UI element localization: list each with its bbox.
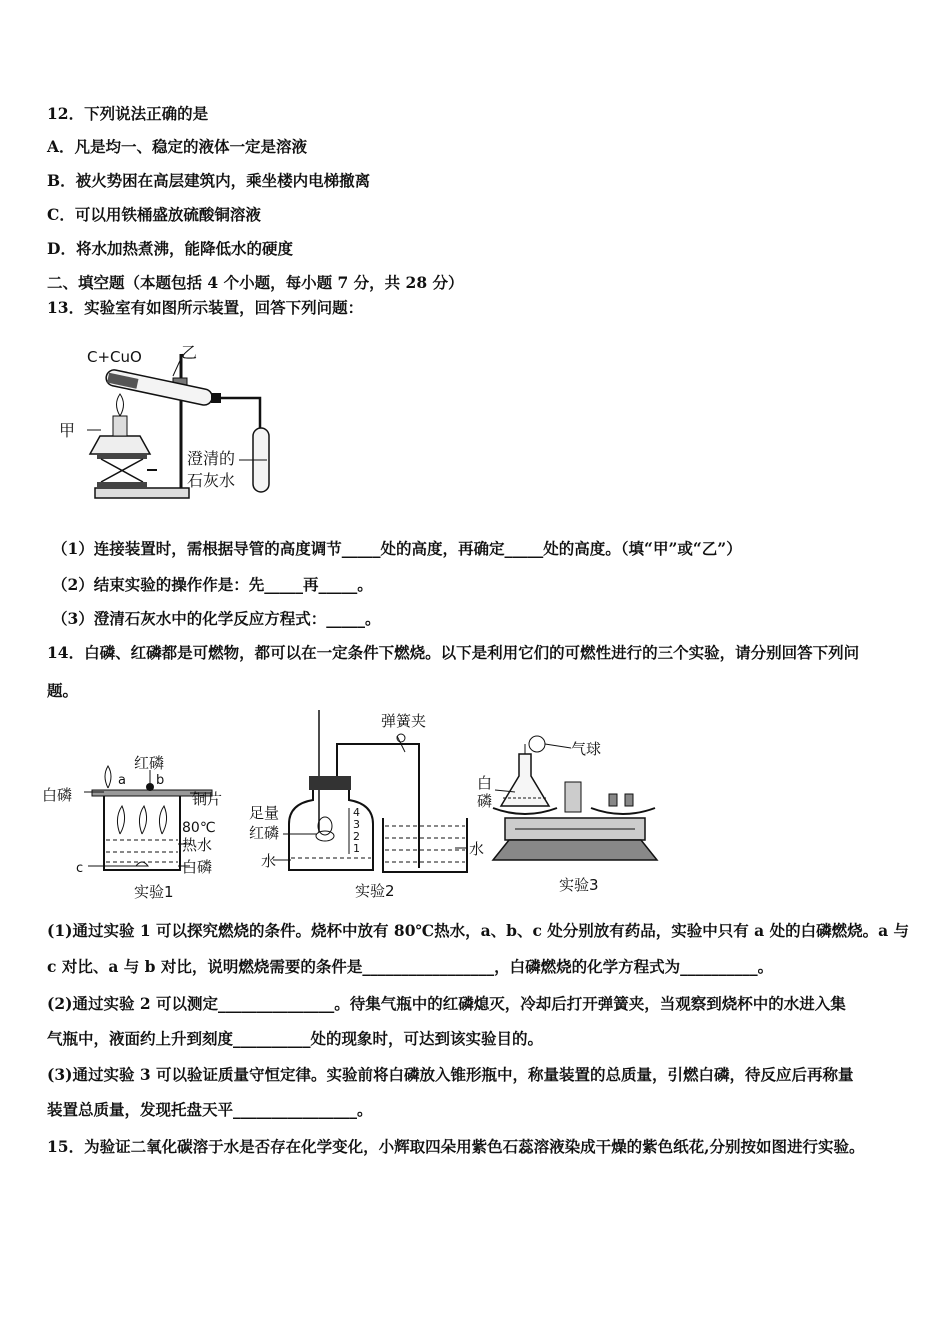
limewater-label-2: 石灰水	[187, 471, 236, 490]
jia-label: 甲	[59, 421, 76, 440]
q12-stem: 12．下列说法正确的是	[47, 104, 209, 123]
scale-mark-2: 2	[353, 830, 360, 843]
q14-stem-line1: 14．白磷、红磷都是可燃物，都可以在一定条件下燃烧。以下是利用它们的可燃性进行的三个实验，请分别回答下列问	[47, 643, 860, 662]
red-phosphorus-label: 红磷	[249, 824, 280, 842]
copper-label: 铜片	[192, 790, 223, 808]
point-c: c	[76, 861, 84, 876]
experiment1-figure	[42, 748, 247, 903]
yi-label: 乙	[181, 343, 198, 362]
q13-part1: （1）连接装置时，需根据导管的高度调节_____处的高度，再确定_____处的高度。（填“甲”或“乙”）	[52, 539, 742, 558]
q14-part3-line2: 装置总质量，发现托盘天平________________。	[47, 1100, 373, 1119]
enough-label: 足量	[249, 804, 280, 822]
q14-part1-line1: (1)通过实验 1 可以探究燃烧的条件。烧杯中放有 80℃热水，a、b、c 处分别放有药品，实验中只有 a 处的白磷燃烧。a 与	[47, 921, 910, 940]
experiment2-caption: 实验2	[355, 882, 395, 900]
point-a: a	[118, 773, 126, 788]
phosphorus-label: 磷	[477, 792, 493, 810]
q14-part3-line1: (3)通过实验 3 可以验证质量守恒定律。实验前将白磷放入锥形瓶中，称量装置的总质量，引燃白磷，待反应后再称量	[47, 1065, 854, 1084]
limewater-label-1: 澄清的	[187, 449, 236, 468]
q12-option-b: B．被火势困在高层建筑内，乘坐楼内电梯撤离	[47, 171, 371, 190]
q14-part2-line2: 气瓶中，液面约上升到刻度__________处的现象时，可达到该实验目的。	[47, 1029, 544, 1048]
reagent-label: C+CuO	[87, 348, 142, 366]
experiment3-caption: 实验3	[559, 876, 599, 894]
water-label-right: 水	[469, 840, 485, 858]
white-label: 白	[477, 774, 493, 792]
section-heading: 二、填空题（本题包括 4 个小题，每小题 7 分，共 28 分）	[47, 273, 464, 292]
q12-option-c: C．可以用铁桶盛放硫酸铜溶液	[47, 205, 261, 224]
balloon-label: 气球	[571, 740, 602, 758]
experiment3-figure	[475, 730, 675, 900]
q13-apparatus-figure	[55, 336, 285, 508]
scale-mark-1: 1	[353, 842, 360, 855]
spring-clip-label: 弹簧夹	[381, 712, 427, 730]
white-phosphorus-label: 白磷	[42, 786, 73, 804]
water-label-left: 水	[261, 852, 277, 870]
q12-option-d: D．将水加热煮沸，能降低水的硬度	[47, 239, 293, 258]
hot-water-label: 热水	[182, 836, 213, 854]
scale-mark-3: 3	[353, 818, 360, 831]
q14-stem-line2: 题。	[47, 681, 79, 700]
scale-mark-4: 4	[353, 806, 360, 819]
q15-stem: 15．为验证二氧化碳溶于水是否存在化学变化，小辉取四朵用紫色石蕊溶液染成干燥的紫色纸花,分别按如图进行实验。	[47, 1137, 865, 1156]
q14-part1-line2: c 对比、a 与 b 对比，说明燃烧需要的条件是_________________，白磷燃烧的化学方程式为__________。	[47, 957, 774, 976]
white-phosphorus-bottom-label: 白磷	[182, 858, 213, 876]
point-b: b	[156, 773, 165, 788]
q13-stem: 13．实验室有如图所示装置，回答下列问题：	[47, 298, 364, 317]
q14-part2-line1: (2)通过实验 2 可以测定_______________。待集气瓶中的红磷熄灭，冷却后打开弹簧夹，当观察到烧杯中的水进入集	[47, 994, 846, 1013]
red-phosphorus-label: 红磷	[134, 754, 165, 772]
temperature-label: 80℃	[182, 820, 216, 836]
experiment2-figure	[245, 708, 495, 903]
experiment1-caption: 实验1	[134, 883, 174, 901]
q12-option-a: A．凡是均一、稳定的液体一定是溶液	[47, 137, 308, 156]
q13-part2: （2）结束实验的操作作是：先_____再_____。	[52, 575, 373, 594]
q13-part3: （3）澄清石灰水中的化学反应方程式：_____。	[52, 609, 381, 628]
